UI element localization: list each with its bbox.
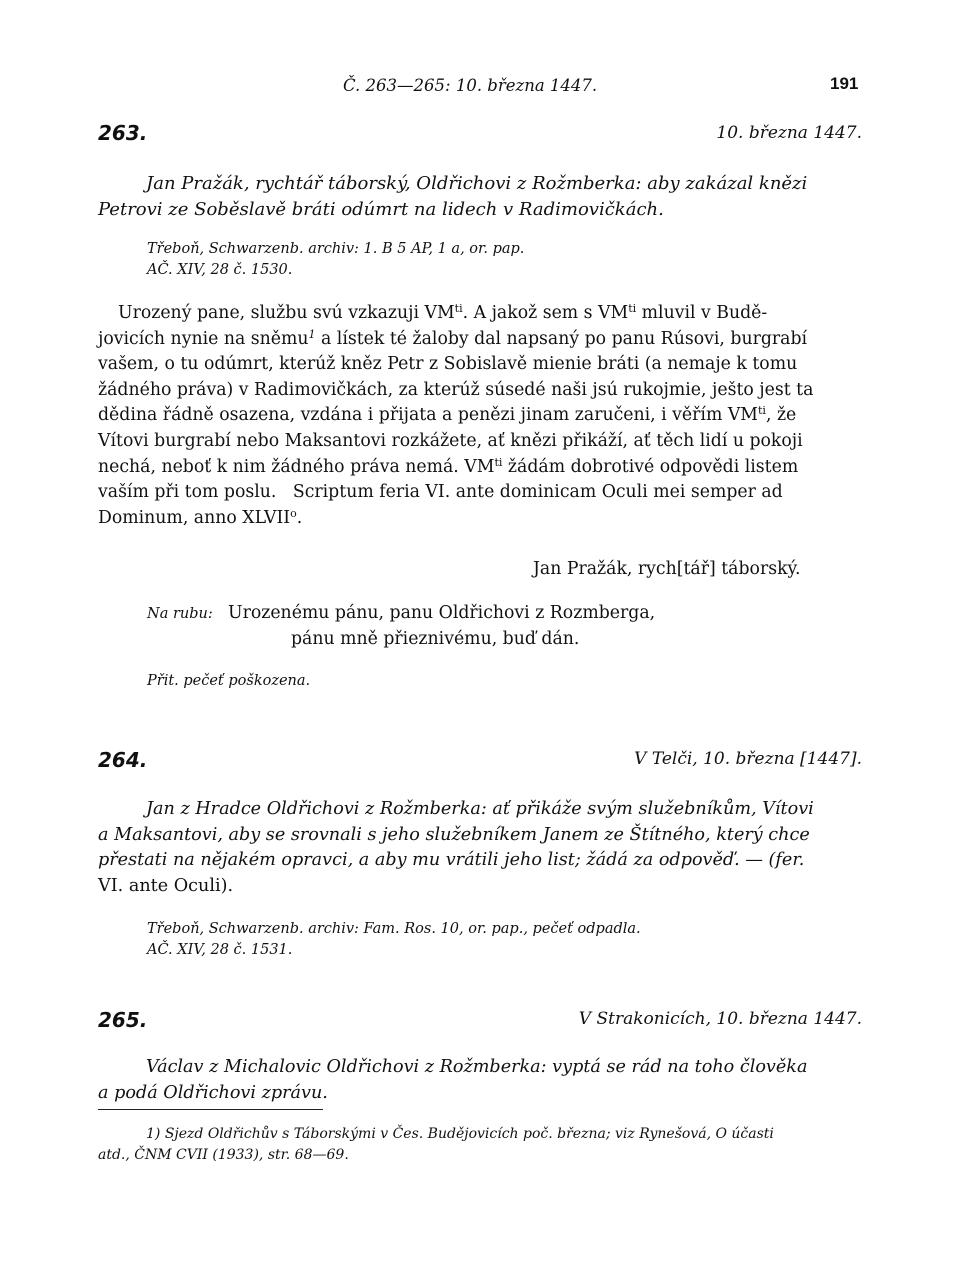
doc-263-summary [98, 171, 862, 222]
summary-line: Jan Pražák, rychtář táborský, Oldřichovi z Rožmberka: aby zakázal knězi [146, 173, 808, 194]
summary-line: Petrovi ze Soběslavě bráti odúmrt na lidech v Radimovičkách. [98, 198, 664, 220]
body-line: žádného práva) v Radimovičkách, za kterúž súsedé naši jsú rukojmie, ješto jest ta [98, 379, 814, 400]
body-line: vašem, o tu odúmrt, kterúž kněz Petr z Sobislavě mienie bráti (a nemaje k tomu [98, 354, 798, 375]
doc-263-body [98, 301, 862, 531]
doc-263-address [228, 601, 655, 652]
page-number: 191 [830, 74, 859, 93]
address-line: pánu mně přieznivému, buď dán. [291, 628, 580, 649]
doc-263-seal-note: Přit. pečeť poškozena. [147, 673, 311, 689]
doc-264-source [147, 919, 641, 961]
doc-263-date: 10. března 1447. [716, 123, 862, 143]
doc-263-source [147, 239, 524, 281]
footnote-line: atd., ČNM CVII (1933), str. 68—69. [98, 1147, 349, 1163]
footnote-line: 1) Sjezd Oldřichův s Táborskými v Čes. Budějovicích poč. března; viz Rynešová, O účasti [146, 1126, 774, 1142]
summary-line: VI. ante Oculi). [98, 875, 234, 896]
footnote [98, 1124, 862, 1166]
source-line: Třeboň, Schwarzenb. archiv: Fam. Ros. 10, or. pap., pečeť odpadla. [147, 921, 641, 937]
doc-265-summary [98, 1055, 862, 1106]
body-line: Urozený pane, službu svú vzkazuji $VM^{ti}$. A jakož sem s $VM^{ti}$ mluvil v Budě- [118, 302, 768, 323]
footnote-rule [98, 1109, 323, 1110]
doc-263-signature: Jan Pražák, rych[tář] táborský. [533, 559, 801, 579]
source-line: AČ. XIV, 28 č. 1531. [147, 942, 293, 958]
body-line: jovicích nynie na sněmu$^1$ a lístek té žaloby dal napsaný po panu Rúsovi, burgrabí [98, 327, 808, 349]
summary-line: a podá Oldřichovi zprávu. [98, 1082, 328, 1103]
doc-263-number: 263. [98, 121, 148, 145]
body-line: dědina řádně osazena, vzdána i přijata a penězi jinam zaručeni, i věřím $VM^{ti}$, že [98, 404, 797, 426]
doc-264-number: 264. [98, 748, 148, 772]
body-line: nechá, neboť k nim žádného práva nemá. $VM^{ti}$ žádám dobrotivé odpovědi listem [98, 455, 799, 477]
body-line: vaším při tom poslu. Scriptum feria VI. ante dominicam Oculi mei semper ad [98, 482, 783, 503]
doc-263-address-label: Na rubu: [147, 606, 213, 622]
doc-264-date: V Telči, 10. března [1447]. [634, 749, 862, 769]
summary-line: a Maksantovi, aby se srovnali s jeho služebníkem Janem ze Štítného, který chce [98, 824, 810, 845]
source-line: Třeboň, Schwarzenb. archiv: 1. B 5 AP, 1 a, or. pap. [147, 241, 525, 257]
address-line: Urozenému pánu, panu Oldřichovi z Rozmberga, [228, 603, 656, 623]
body-line: Vítovi burgrabí nebo Maksantovi rozkážete, ať knězi přikáží, ať těch lidí u pokoji [98, 430, 803, 451]
body-line: Dominum, anno XLVII$^o$. [98, 506, 303, 528]
summary-line: přestati na nějakém opravci, a aby mu vrátili jeho list; žádá za odpověď. — (fer. [98, 850, 805, 871]
summary-line: Václav z Michalovic Oldřichovi z Rožmberka: vyptá se rád na toho člověka [146, 1057, 808, 1077]
source-line: AČ. XIV, 28 č. 1530. [147, 262, 293, 278]
doc-265-number: 265. [98, 1008, 148, 1032]
doc-265-date: V Strakonicích, 10. března 1447. [578, 1009, 862, 1029]
summary-line: Jan z Hradce Oldřichovi z Rožmberka: ať přikáže svým služebníkům, Vítovi [146, 799, 814, 819]
doc-264-summary [98, 797, 862, 899]
running-title: Č. 263—265: 10. března 1447. [343, 76, 598, 95]
